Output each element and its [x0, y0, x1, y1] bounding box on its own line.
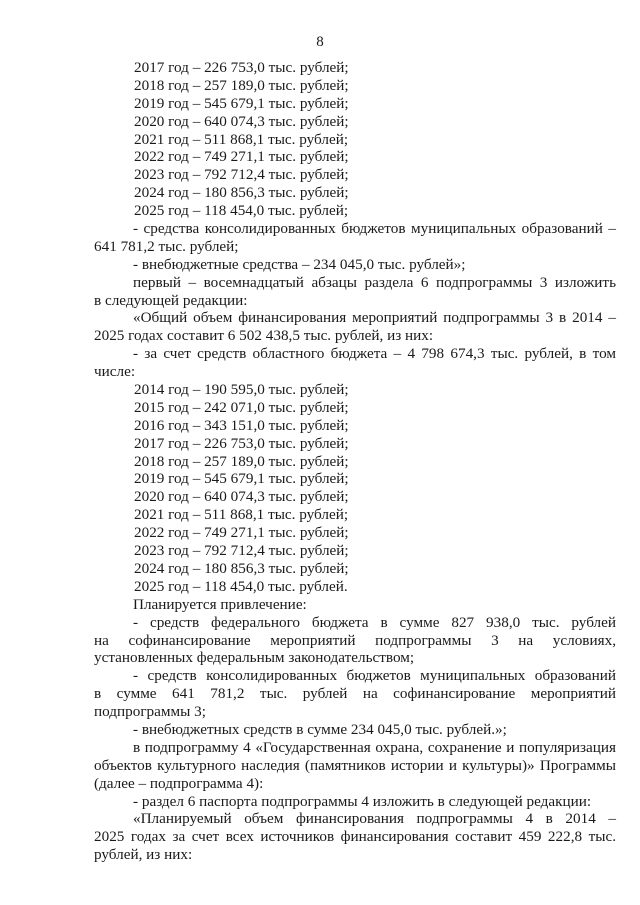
text-line: 2023 год – 792 712,4 тыс. рублей;: [134, 166, 349, 184]
text-line: Планируется привлечение:: [133, 595, 307, 613]
text-line: 641 781,2 тыс. рублей;: [94, 237, 239, 255]
text-line: 2018 год – 257 189,0 тыс. рублей;: [134, 76, 349, 94]
text-line: - средства консолидированных бюджетов муниципальных образований –: [133, 220, 616, 238]
text-line: установленных федеральным законодательством;: [94, 649, 415, 667]
text-line: - раздел 6 паспорта подпрограммы 4 изложить в следующей редакции:: [133, 792, 592, 810]
text-line: 2018 год – 257 189,0 тыс. рублей;: [134, 452, 349, 470]
text-line: 2019 год – 545 679,1 тыс. рублей;: [134, 470, 349, 488]
text-line: 2025 год – 118 454,0 тыс. рублей.: [134, 577, 348, 595]
text-line: 2024 год – 180 856,3 тыс. рублей;: [134, 184, 349, 202]
text-line: первый – восемнадцатый абзацы раздела 6 подпрограммы 3 изложить: [133, 273, 616, 291]
page-number: 8: [316, 34, 324, 50]
text-line: 2017 год – 226 753,0 тыс. рублей;: [134, 434, 349, 452]
text-line: - внебюджетных средств в сумме 234 045,0 тыс. рублей.»;: [133, 720, 507, 738]
text-line: «Планируемый объем финансирования подпрограммы 4 в 2014 –: [133, 810, 616, 828]
text-line: в следующей редакции:: [94, 291, 248, 309]
text-line: рублей, из них:: [94, 846, 193, 864]
text-line: (далее – подпрограмма 4):: [94, 774, 264, 792]
text-line: подпрограммы 3;: [94, 703, 206, 721]
text-line: 2024 год – 180 856,3 тыс. рублей;: [134, 559, 349, 577]
text-line: в подпрограмму 4 «Государственная охрана, сохранение и популяризация: [133, 738, 616, 756]
text-line: 2015 год – 242 071,0 тыс. рублей;: [134, 398, 349, 416]
text-line: 2025 годах за счет всех источников финансирования составит 459 222,8 тыс.: [94, 828, 616, 846]
text-line: 2022 год – 749 271,1 тыс. рублей;: [134, 148, 349, 166]
text-line: на софинансирование мероприятий подпрограммы 3 на условиях,: [94, 631, 616, 649]
text-line: 2021 год – 511 868,1 тыс. рублей;: [134, 130, 349, 148]
text-line: - внебюджетные средства – 234 045,0 тыс. рублей»;: [133, 255, 466, 273]
text-line: 2020 год – 640 074,3 тыс. рублей;: [134, 488, 349, 506]
text-line: 2014 год – 190 595,0 тыс. рублей;: [134, 381, 349, 399]
text-line: 2016 год – 343 151,0 тыс. рублей;: [134, 416, 349, 434]
text-line: 2021 год – 511 868,1 тыс. рублей;: [134, 506, 349, 524]
text-line: - за счет средств областного бюджета – 4 798 674,3 тыс. рублей, в том: [133, 345, 616, 363]
text-line: 2017 год – 226 753,0 тыс. рублей;: [134, 59, 349, 76]
text-line: 2019 год – 545 679,1 тыс. рублей;: [134, 94, 349, 112]
text-line: в сумме 641 781,2 тыс. рублей на софинансирование мероприятий: [94, 685, 616, 703]
text-line: 2020 год – 640 074,3 тыс. рублей;: [134, 112, 349, 130]
text-line: 2022 год – 749 271,1 тыс. рублей;: [134, 524, 349, 542]
text-line: 2025 годах составит 6 502 438,5 тыс. рублей, из них:: [94, 327, 434, 345]
document-body: [94, 59, 616, 864]
text-line: 2025 год – 118 454,0 тыс. рублей;: [134, 202, 349, 220]
text-line: - средств консолидированных бюджетов муниципальных образований: [133, 667, 616, 685]
text-line: «Общий объем финансирования мероприятий подпрограммы 3 в 2014 –: [133, 309, 616, 327]
text-line: объектов культурного наследия (памятников истории и культуры)» Программы: [94, 756, 616, 774]
text-line: числе:: [94, 363, 136, 381]
text-line: - средств федерального бюджета в сумме 827 938,0 тыс. рублей: [133, 613, 616, 631]
text-line: 2023 год – 792 712,4 тыс. рублей;: [134, 542, 349, 560]
